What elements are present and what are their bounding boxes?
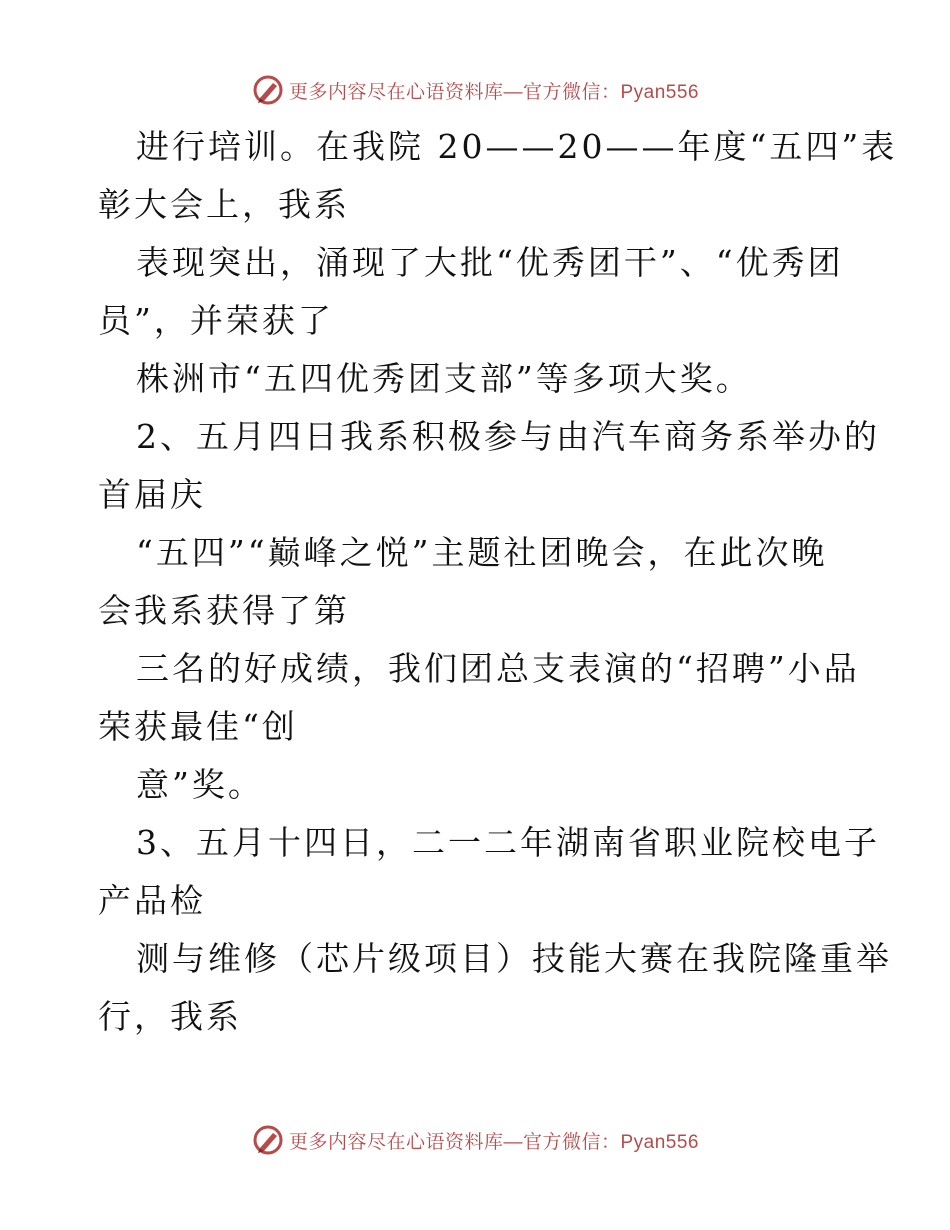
body-line: “五四”“巅峰之悦”主题社团晚会，在此次晚	[136, 533, 828, 572]
body-line: 首届庆	[98, 475, 206, 514]
body-line: 员”，并荣获了	[98, 301, 334, 340]
body-line: 三名的好成绩，我们团总支表演的“招聘”小品	[136, 649, 860, 688]
body-line: 彰大会上，我系	[98, 185, 350, 224]
body-line: 3、五月十四日，二一二年湖南省职业院校电子	[136, 823, 880, 862]
body-line: 荣获最佳“创	[98, 707, 298, 746]
body-line: 会我系获得了第	[98, 591, 350, 630]
pen-logo-icon	[251, 73, 285, 107]
body-line: 株洲市“五四优秀团支部”等多项大奖。	[136, 359, 752, 398]
header-banner-text: 更多内容尽在心语资料库—官方微信：Pyan556	[288, 81, 699, 103]
body-line: 表现突出，涌现了大批“优秀团干”、“优秀团	[136, 243, 844, 282]
body-line: 2、五月四日我系积极参与由汽车商务系举办的	[136, 417, 880, 456]
footer-banner	[0, 1120, 950, 1160]
body-line: 测与维修（芯片级项目）技能大赛在我院隆重举	[136, 939, 892, 978]
pen-logo-icon	[251, 1123, 285, 1157]
header-banner	[0, 70, 950, 110]
footer-banner-text: 更多内容尽在心语资料库—官方微信：Pyan556	[288, 1131, 699, 1153]
body-line: 进行培训。在我院 20——20——年度“五四”表	[136, 127, 898, 166]
body-line: 产品检	[98, 881, 206, 920]
body-line: 行，我系	[98, 997, 242, 1036]
body-line: 意”奖。	[136, 765, 264, 804]
